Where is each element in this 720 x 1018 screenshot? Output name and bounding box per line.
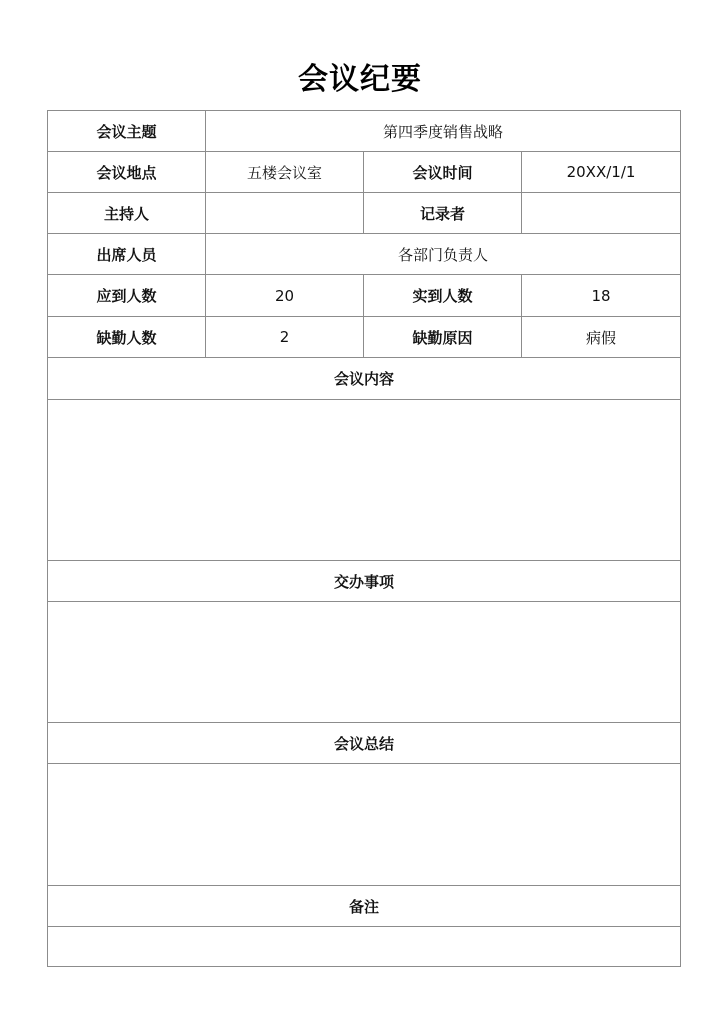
actual-value[interactable]: 18	[522, 275, 681, 317]
row-expected-actual	[48, 275, 681, 317]
row-tasks-body	[48, 602, 681, 723]
row-tasks-header	[48, 561, 681, 602]
tasks-section-field[interactable]	[48, 602, 681, 723]
time-label: 会议时间	[364, 152, 522, 193]
recorder-label: 记录者	[364, 193, 522, 234]
absent-count-label: 缺勤人数	[48, 317, 206, 358]
absent-reason-value[interactable]: 病假	[522, 317, 681, 358]
attendees-label: 出席人员	[48, 234, 206, 275]
attendees-value[interactable]: 各部门负责人	[206, 234, 681, 275]
row-remarks-body	[48, 927, 681, 967]
host-label: 主持人	[48, 193, 206, 234]
row-absence	[48, 317, 681, 358]
summary-section-label: 会议总结	[48, 723, 681, 764]
expected-label: 应到人数	[48, 275, 206, 317]
remarks-section-field[interactable]	[48, 927, 681, 967]
document-title: 会议纪要	[298, 62, 422, 97]
row-content-body	[48, 400, 681, 561]
time-value[interactable]: 20XX/1/1	[522, 152, 681, 193]
remarks-section-label: 备注	[48, 886, 681, 927]
host-value[interactable]	[206, 193, 364, 234]
content-section-field[interactable]	[48, 400, 681, 561]
topic-label: 会议主题	[48, 111, 206, 152]
location-value[interactable]: 五楼会议室	[206, 152, 364, 193]
row-summary-header	[48, 723, 681, 764]
location-label: 会议地点	[48, 152, 206, 193]
actual-label: 实到人数	[364, 275, 522, 317]
content-section-label: 会议内容	[48, 358, 681, 400]
topic-value[interactable]: 第四季度销售战略	[206, 111, 681, 152]
row-remarks-header	[48, 886, 681, 927]
meeting-minutes-table	[47, 110, 681, 967]
row-content-header	[48, 358, 681, 400]
row-location-time	[48, 152, 681, 193]
row-summary-body	[48, 764, 681, 886]
row-attendees	[48, 234, 681, 275]
row-topic	[48, 111, 681, 152]
recorder-value[interactable]	[522, 193, 681, 234]
absent-count-value[interactable]: 2	[206, 317, 364, 358]
tasks-section-label: 交办事项	[48, 561, 681, 602]
absent-reason-label: 缺勤原因	[364, 317, 522, 358]
expected-value[interactable]: 20	[206, 275, 364, 317]
summary-section-field[interactable]	[48, 764, 681, 886]
row-host-recorder	[48, 193, 681, 234]
